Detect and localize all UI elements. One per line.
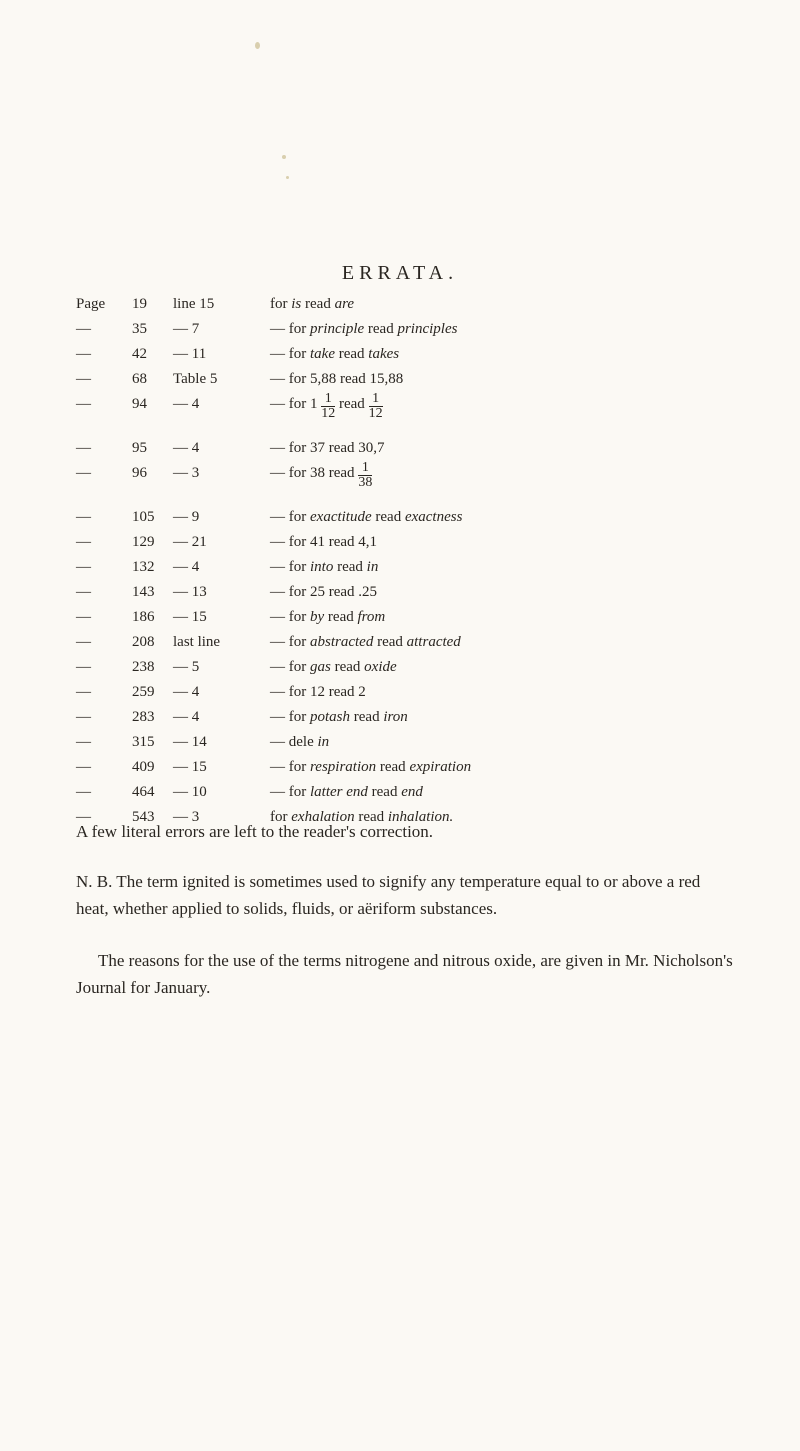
errata-row [0, 755, 800, 780]
errata-correction: for is read are [270, 296, 355, 312]
errata-row [0, 436, 800, 461]
italic-term: potash [310, 709, 351, 725]
errata-row [0, 605, 800, 630]
errata-page-number: 42 [132, 346, 147, 362]
fraction: $\frac{1}{38}$ [358, 460, 373, 490]
italic-term: by [310, 609, 325, 625]
italic-term: principles [397, 321, 458, 337]
italic-term: principle [310, 321, 365, 337]
italic-term: in [317, 734, 330, 750]
errata-line: — 14 [173, 734, 207, 750]
errata-page-number: 259 [132, 684, 155, 700]
errata-prefix: — [76, 809, 91, 825]
italic-term: exhalation [291, 809, 355, 825]
errata-correction: — for 41 read 4,1 [270, 534, 378, 550]
errata-page-number: 543 [132, 809, 155, 825]
errata-page-number: 35 [132, 321, 147, 337]
italic-term: inhalation. [387, 809, 454, 825]
errata-line: — 21 [173, 534, 207, 550]
errata-correction: — for gas read oxide [270, 659, 397, 675]
errata-correction: — for 5,88 read 15,88 [270, 371, 404, 387]
errata-line: — 15 [173, 759, 207, 775]
errata-line: last line [173, 634, 221, 650]
fraction: $\frac{1}{12}$ [321, 391, 336, 421]
italic-term: end [401, 784, 423, 800]
errata-title: ERRATA. [341, 262, 459, 284]
errata-line: — 3 [173, 465, 200, 481]
errata-correction: — for abstracted read attracted [270, 634, 461, 650]
errata-correction: — for respiration read expiration [270, 759, 472, 775]
italic-term: expiration [409, 759, 472, 775]
errata-row [0, 630, 800, 655]
errata-page-number: 464 [132, 784, 155, 800]
errata-row [0, 555, 800, 580]
errata-correction: — for by read from [270, 609, 386, 625]
errata-row [0, 680, 800, 705]
italic-term: respiration [310, 759, 377, 775]
errata-page-number: 95 [132, 440, 147, 456]
errata-correction: — for take read takes [270, 346, 400, 362]
errata-row [0, 505, 800, 530]
errata-prefix: — [76, 634, 91, 650]
italic-term: iron [383, 709, 408, 725]
italic-term: in [366, 559, 379, 575]
errata-line: — 13 [173, 584, 207, 600]
errata-line: — 11 [173, 346, 207, 362]
errata-prefix: — [76, 321, 91, 337]
errata-row [0, 730, 800, 755]
errata-line: — 10 [173, 784, 207, 800]
errata-page-number: 208 [132, 634, 155, 650]
italic-term: attracted [406, 634, 461, 650]
errata-page-number: 186 [132, 609, 155, 625]
errata-prefix: — [76, 509, 91, 525]
errata-correction: — for exactitude read exactness [270, 509, 463, 525]
nb-note: N. B. The term ignited is sometimes used to signify any temperature equal to or above a red heat, whether applied to solids, fluids, or aëriform substances. [76, 872, 701, 918]
errata-prefix: — [76, 534, 91, 550]
errata-line: — 4 [173, 396, 200, 412]
errata-correction: — for into read in [270, 559, 379, 575]
italic-term: gas [310, 659, 331, 675]
errata-correction: — for 12 read 2 [270, 684, 366, 700]
errata-line: — 4 [173, 440, 200, 456]
errata-line: — 7 [173, 321, 200, 337]
errata-correction: for exhalation read inhalation. [270, 809, 454, 825]
errata-line: — 9 [173, 509, 200, 525]
italic-term: oxide [364, 659, 397, 675]
errata-correction: — for latter end read end [270, 784, 423, 800]
errata-line: — 4 [173, 709, 200, 725]
errata-prefix: — [76, 440, 91, 456]
errata-row [0, 342, 800, 367]
errata-page-number: 409 [132, 759, 155, 775]
italic-term: takes [368, 346, 400, 362]
errata-row [0, 392, 800, 436]
errata-line: Table 5 [173, 371, 218, 387]
italic-term: are [334, 296, 355, 312]
errata-row [0, 317, 800, 342]
errata-page-number: 143 [132, 584, 155, 600]
errata-page-number: 238 [132, 659, 155, 675]
italic-term: abstracted [310, 634, 374, 650]
errata-list [0, 292, 800, 830]
errata-correction: — for principle read principles [270, 321, 458, 337]
errata-row [0, 461, 800, 505]
italic-term: into [310, 559, 334, 575]
errata-page-number: 315 [132, 734, 155, 750]
errata-correction: — for 1 $\frac{1}{12}$ read $\frac{1}{12}$ [270, 391, 383, 421]
errata-line: — 4 [173, 684, 200, 700]
errata-prefix: — [76, 709, 91, 725]
errata-prefix: — [76, 396, 91, 412]
reasons-note: The reasons for the use of the terms nitrogene and nitrous oxide, are given in Mr. Nicholson's Journal for January. [76, 951, 733, 997]
errata-page-number: 132 [132, 559, 155, 575]
errata-page-number: 96 [132, 465, 147, 481]
italic-term: latter end [310, 784, 368, 800]
errata-prefix: Page [76, 296, 106, 312]
errata-line: — 5 [173, 659, 200, 675]
errata-correction: — for 25 read .25 [270, 584, 378, 600]
errata-prefix: — [76, 784, 91, 800]
errata-prefix: — [76, 609, 91, 625]
errata-row [0, 705, 800, 730]
errata-prefix: — [76, 734, 91, 750]
errata-line: — 4 [173, 559, 200, 575]
errata-prefix: — [76, 684, 91, 700]
italic-term: exactness [404, 509, 463, 525]
italic-term: from [357, 609, 386, 625]
errata-row [0, 580, 800, 605]
errata-line: line 15 [173, 296, 215, 312]
literal-errors-note: A few literal errors are left to the reader's correction. [76, 822, 434, 841]
errata-page-number: 19 [132, 296, 147, 312]
errata-correction: — for potash read iron [270, 709, 408, 725]
errata-prefix: — [76, 559, 91, 575]
errata-page-number: 68 [132, 371, 147, 387]
errata-page-number: 94 [132, 396, 147, 412]
errata-page-number: 129 [132, 534, 155, 550]
italic-term: take [310, 346, 335, 362]
italic-term: exactitude [310, 509, 372, 525]
errata-page-number: 283 [132, 709, 155, 725]
errata-prefix: — [76, 659, 91, 675]
errata-prefix: — [76, 346, 91, 362]
errata-line: — 15 [173, 609, 207, 625]
errata-row [0, 780, 800, 805]
errata-page-number: 105 [132, 509, 155, 525]
errata-row [0, 367, 800, 392]
errata-prefix: — [76, 371, 91, 387]
errata-prefix: — [76, 759, 91, 775]
errata-correction: — for 37 read 30,7 [270, 440, 385, 456]
italic-term: is [291, 296, 302, 312]
errata-prefix: — [76, 465, 91, 481]
errata-row [0, 530, 800, 555]
errata-row [0, 292, 800, 317]
errata-correction: — for 38 read $\frac{1}{38}$ [270, 460, 373, 490]
errata-row [0, 655, 800, 680]
fraction: $\frac{1}{12}$ [368, 391, 383, 421]
errata-correction: — dele in [270, 734, 330, 750]
errata-prefix: — [76, 584, 91, 600]
errata-line: — 3 [173, 809, 200, 825]
